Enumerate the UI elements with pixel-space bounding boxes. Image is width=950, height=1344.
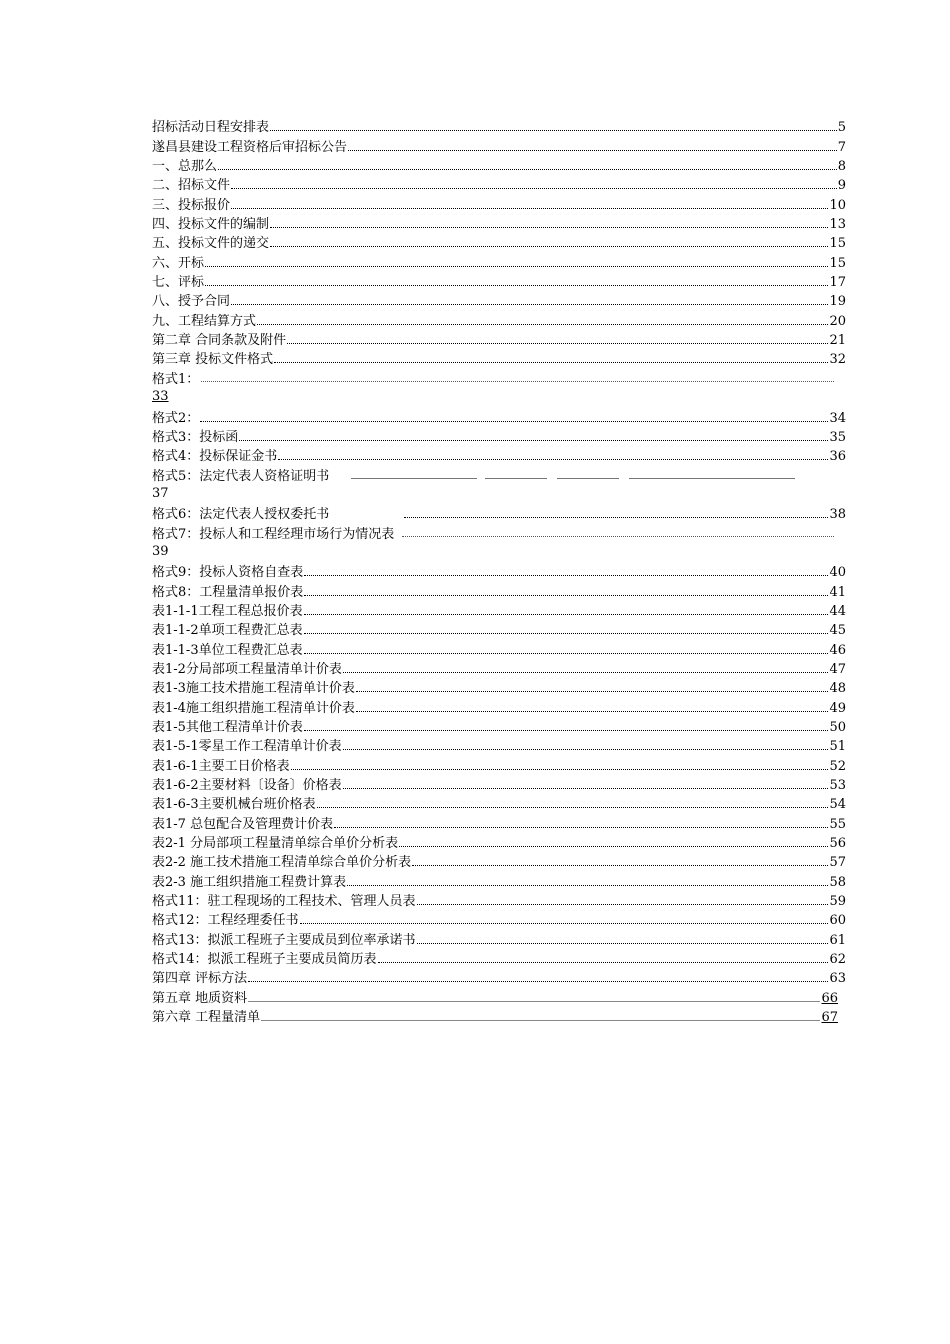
toc-entry-page: 40 bbox=[829, 565, 846, 581]
leader-segment bbox=[351, 478, 477, 479]
toc-entry[interactable] bbox=[152, 174, 846, 193]
toc-entry[interactable] bbox=[152, 522, 846, 561]
dot-leader bbox=[270, 244, 828, 247]
toc-entry-label: 表1-4施工组织措施工程清单计价表 bbox=[152, 700, 355, 716]
toc-entry-label: 格式7：投标人和工程经理市场行为情况表 bbox=[152, 526, 395, 542]
toc-entry-page: 17 bbox=[829, 275, 846, 291]
dot-leader bbox=[200, 419, 828, 422]
toc-entry-label: 格式14：拟派工程班子主要成员简历表 bbox=[152, 952, 377, 968]
toc-entry-page: 38 bbox=[829, 507, 846, 523]
dot-leader bbox=[270, 128, 837, 131]
toc-entry-label: 格式8：工程量清单报价表 bbox=[152, 584, 304, 600]
toc-entry-label: 格式12：工程经理委任书 bbox=[152, 913, 299, 929]
dot-leader bbox=[270, 225, 828, 228]
toc-entry-label: 表2-1 分局部项工程量清单综合单价分析表 bbox=[152, 836, 399, 852]
toc-entry[interactable] bbox=[152, 445, 846, 464]
dot-leader bbox=[231, 206, 828, 209]
toc-entry-page: 51 bbox=[829, 739, 846, 755]
toc-entry[interactable] bbox=[152, 329, 846, 348]
toc-entry[interactable] bbox=[152, 754, 846, 773]
toc-entry[interactable] bbox=[152, 677, 846, 696]
toc-entry[interactable] bbox=[152, 348, 846, 367]
toc-entry[interactable] bbox=[152, 290, 846, 309]
dot-leader bbox=[417, 941, 829, 944]
toc-entry-label: 九、工程结算方式 bbox=[152, 313, 257, 329]
toc-entry-label: 表1-2分局部项工程量清单计价表 bbox=[152, 661, 342, 677]
toc-entry[interactable] bbox=[152, 832, 846, 851]
toc-entry[interactable] bbox=[152, 580, 846, 599]
toc-entry-label: 第六章 工程量清单 bbox=[152, 1010, 261, 1026]
toc-entry[interactable] bbox=[152, 851, 846, 870]
toc-entry[interactable] bbox=[152, 155, 846, 174]
toc-entry-page: 5 bbox=[837, 120, 846, 136]
toc-entry-label: 表1-1-1工程工程总报价表 bbox=[152, 603, 303, 619]
leader-segment bbox=[629, 478, 795, 479]
dot-leader bbox=[304, 593, 828, 596]
dot-leader bbox=[317, 805, 829, 808]
toc-entry[interactable] bbox=[152, 1006, 846, 1025]
dot-leader bbox=[334, 825, 828, 828]
dot-leader bbox=[278, 457, 828, 460]
dot-leader bbox=[304, 573, 828, 576]
toc-entry-label: 第二章 合同条款及附件 bbox=[152, 333, 287, 349]
toc-entry[interactable] bbox=[152, 464, 846, 503]
toc-entry[interactable] bbox=[152, 870, 846, 889]
toc-entry-page: 49 bbox=[829, 700, 846, 716]
dot-leader bbox=[218, 167, 837, 170]
toc-entry-label: 遂昌县建设工程资格后审招标公告 bbox=[152, 139, 348, 155]
toc-entry[interactable] bbox=[152, 406, 846, 425]
toc-entry-page: 54 bbox=[829, 797, 846, 813]
toc-entry-page: 19 bbox=[829, 294, 846, 310]
dot-leader bbox=[274, 360, 828, 363]
toc-entry-page: 21 bbox=[829, 333, 846, 349]
toc-entry[interactable] bbox=[152, 135, 846, 154]
toc-entry-label: 第三章 投标文件格式 bbox=[152, 352, 274, 368]
dot-leader bbox=[300, 921, 829, 924]
dot-leader bbox=[402, 536, 834, 537]
toc-entry-label: 表1-6-1主要工日价格表 bbox=[152, 758, 290, 774]
toc-entry[interactable] bbox=[152, 367, 846, 406]
toc-entry-label: 表2-3 施工组织措施工程费计算表 bbox=[152, 874, 347, 890]
dot-leader bbox=[201, 381, 834, 382]
toc-entry-page: 63 bbox=[829, 971, 846, 987]
toc-entry-label: 五、投标文件的递交 bbox=[152, 236, 270, 252]
toc-entry[interactable] bbox=[152, 251, 846, 270]
toc-entry-label: 格式3：投标函 bbox=[152, 429, 239, 445]
toc-entry-label: 二、招标文件 bbox=[152, 178, 231, 194]
toc-entry[interactable] bbox=[152, 986, 846, 1005]
toc-entry-page: 8 bbox=[837, 159, 846, 175]
dot-leader bbox=[404, 515, 828, 518]
toc-entry-label: 表1-5-1零星工作工程清单计价表 bbox=[152, 739, 342, 755]
dot-leader bbox=[239, 438, 828, 441]
toc-entry-label: 格式9：投标人资格自查表 bbox=[152, 565, 304, 581]
dot-leader bbox=[257, 322, 828, 325]
dot-leader bbox=[205, 264, 828, 267]
toc-entry-page: 67 bbox=[821, 1010, 838, 1026]
toc-entry-page: 62 bbox=[829, 952, 846, 968]
toc-entry-label: 四、投标文件的编制 bbox=[152, 217, 270, 233]
dot-leader bbox=[261, 1018, 820, 1021]
toc-entry[interactable] bbox=[152, 716, 846, 735]
toc-entry[interactable] bbox=[152, 696, 846, 715]
toc-entry-page: 55 bbox=[829, 816, 846, 832]
toc-entry[interactable] bbox=[152, 890, 846, 909]
dot-leader bbox=[304, 728, 829, 731]
dot-leader bbox=[347, 883, 828, 886]
dot-leader bbox=[399, 844, 828, 847]
toc-entry[interactable] bbox=[152, 928, 846, 947]
toc-entry-page: 32 bbox=[829, 352, 846, 368]
toc-entry-label: 格式5：法定代表人资格证明书 bbox=[152, 468, 330, 484]
toc-entry[interactable] bbox=[152, 619, 846, 638]
toc-entry-page: 45 bbox=[829, 623, 846, 639]
toc-entry-page: 61 bbox=[829, 932, 846, 948]
toc-entry-label: 表1-1-2单项工程费汇总表 bbox=[152, 623, 303, 639]
toc-entry[interactable] bbox=[152, 638, 846, 657]
toc-entry-page: 47 bbox=[829, 661, 846, 677]
toc-entry[interactable] bbox=[152, 426, 846, 445]
toc-entry[interactable] bbox=[152, 948, 846, 967]
toc-entry-label: 表1-3施工技术措施工程清单计价表 bbox=[152, 681, 355, 697]
toc-entry-page: 57 bbox=[829, 855, 846, 871]
toc-entry-page: 9 bbox=[837, 178, 846, 194]
toc-entry-label: 格式1： bbox=[152, 371, 200, 387]
dot-leader bbox=[356, 689, 829, 692]
dot-leader bbox=[343, 786, 829, 789]
dot-leader bbox=[231, 186, 837, 189]
toc-entry-label: 格式13：拟派工程班子主要成员到位率承诺书 bbox=[152, 932, 416, 948]
toc-entry-page: 58 bbox=[829, 874, 846, 890]
dot-leader bbox=[231, 302, 828, 305]
dot-leader bbox=[291, 767, 829, 770]
toc-entry-label: 表1-7 总包配合及管理费计价表 bbox=[152, 816, 334, 832]
toc-entry-label: 第四章 评标方法 bbox=[152, 971, 248, 987]
toc-entry[interactable] bbox=[152, 600, 846, 619]
dot-leader bbox=[205, 283, 828, 286]
toc-entry-page: 41 bbox=[829, 584, 846, 600]
dot-leader bbox=[343, 747, 829, 750]
toc-entry[interactable] bbox=[152, 271, 846, 290]
toc-entry-label: 七、评标 bbox=[152, 275, 205, 291]
toc-entry-page: 66 bbox=[821, 990, 838, 1006]
toc-entry-page: 37 bbox=[152, 485, 169, 501]
toc-entry-page: 36 bbox=[829, 449, 846, 465]
toc-entry-page: 50 bbox=[829, 720, 846, 735]
toc-entry-label: 六、开标 bbox=[152, 255, 205, 271]
toc-entry[interactable] bbox=[152, 232, 846, 251]
toc-entry-label: 表1-6-2主要材料〔设备〕价格表 bbox=[152, 778, 342, 794]
dot-leader bbox=[417, 902, 829, 905]
toc-entry[interactable] bbox=[152, 735, 846, 754]
toc-entry[interactable] bbox=[152, 193, 846, 212]
toc-entry[interactable] bbox=[152, 503, 846, 522]
toc-entry-page: 52 bbox=[829, 758, 846, 774]
dot-leader bbox=[248, 979, 828, 982]
toc-entry-page: 35 bbox=[829, 429, 846, 445]
dot-leader bbox=[287, 341, 828, 344]
dot-leader bbox=[248, 999, 820, 1002]
toc-entry-page: 53 bbox=[829, 778, 846, 794]
toc-entry[interactable] bbox=[152, 774, 846, 793]
dot-leader bbox=[343, 670, 829, 673]
toc-entry[interactable] bbox=[152, 561, 846, 580]
leader-segment bbox=[557, 478, 619, 479]
toc-entry[interactable] bbox=[152, 213, 846, 232]
toc-entry[interactable] bbox=[152, 309, 846, 328]
toc-entry-label: 三、投标报价 bbox=[152, 197, 231, 213]
dot-leader bbox=[356, 709, 829, 712]
toc-entry-label: 表1-6-3主要机械台班价格表 bbox=[152, 797, 316, 813]
toc-entry-label: 表1-5其他工程清单计价表 bbox=[152, 720, 303, 735]
toc-entry-page: 48 bbox=[829, 681, 846, 697]
toc-entry-label: 表1-1-3单位工程费汇总表 bbox=[152, 642, 303, 658]
toc-entry-page: 46 bbox=[829, 642, 846, 658]
toc-entry-page: 44 bbox=[829, 603, 846, 619]
toc-entry-page: 33 bbox=[152, 388, 169, 404]
toc-entry-page: 60 bbox=[829, 913, 846, 929]
toc-entry-page: 20 bbox=[829, 313, 846, 329]
dot-leader bbox=[304, 612, 829, 615]
toc-entry-page: 10 bbox=[829, 197, 846, 213]
dot-leader bbox=[304, 631, 829, 634]
toc-entry-page: 59 bbox=[829, 894, 846, 910]
toc-entry[interactable] bbox=[152, 812, 846, 831]
toc-entry-label: 表2-2 施工技术措施工程清单综合单价分析表 bbox=[152, 855, 412, 871]
leader-segment bbox=[485, 478, 547, 479]
toc-entry-label: 格式11：驻工程现场的工程技术、管理人员表 bbox=[152, 894, 416, 910]
toc-entry-label: 格式2： bbox=[152, 410, 200, 426]
dot-leader bbox=[412, 863, 828, 866]
toc-entry-page: 13 bbox=[829, 217, 846, 233]
dot-leader bbox=[304, 651, 829, 654]
toc-entry[interactable] bbox=[152, 967, 846, 986]
dot-leader bbox=[378, 960, 829, 963]
toc-entry-label: 第五章 地质资料 bbox=[152, 990, 248, 1006]
toc-entry[interactable] bbox=[152, 793, 846, 812]
toc-entry-page: 56 bbox=[829, 836, 846, 852]
toc-entry-label: 招标活动日程安排表 bbox=[152, 120, 270, 136]
toc-entry-page: 7 bbox=[837, 139, 846, 155]
toc-entry-page: 34 bbox=[829, 410, 846, 426]
toc-entry-page: 15 bbox=[829, 255, 846, 271]
dot-leader bbox=[348, 148, 837, 151]
toc-entry[interactable] bbox=[152, 658, 846, 677]
toc-entry-page: 15 bbox=[829, 236, 846, 252]
toc-entry-label: 八、授予合同 bbox=[152, 294, 231, 310]
table-of-contents bbox=[152, 116, 846, 1025]
toc-entry-label: 格式6：法定代表人授权委托书 bbox=[152, 507, 330, 523]
toc-entry-label: 格式4：投标保证金书 bbox=[152, 449, 278, 465]
toc-entry[interactable] bbox=[152, 909, 846, 928]
toc-entry[interactable] bbox=[152, 116, 846, 135]
toc-entry-label: 一、总那么 bbox=[152, 159, 218, 175]
toc-entry-page: 39 bbox=[152, 543, 169, 559]
